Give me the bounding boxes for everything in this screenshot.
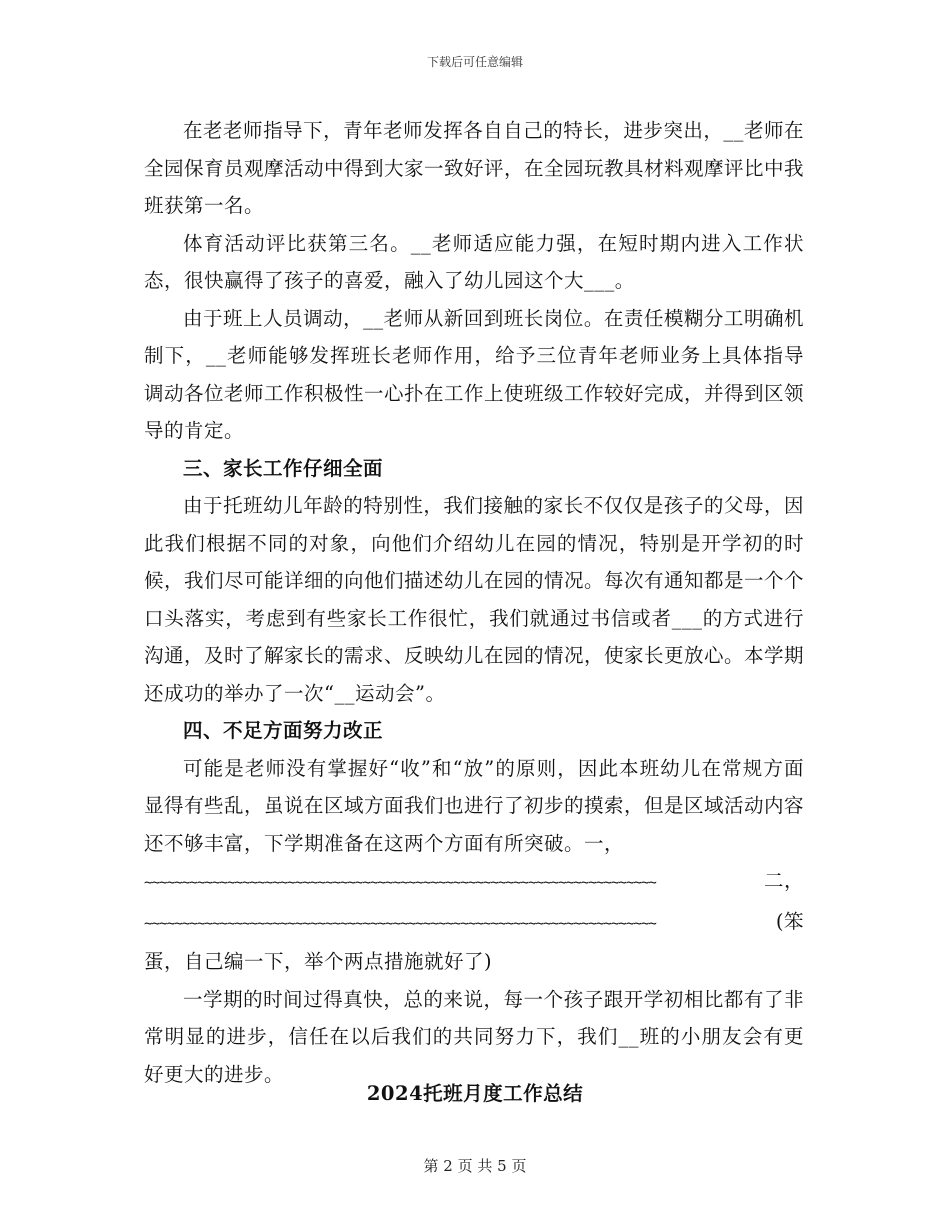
placeholder-line (144, 862, 804, 903)
section-heading: 三、家长工作仔细全面 (183, 456, 384, 480)
next-document-title: 2024托班月度工作总结 (366, 1082, 584, 1105)
placeholder-line (144, 903, 804, 944)
paragraph: 由于班上人员调动，__老师从新回到班长岗位。在责任模糊分工明确机制下，__老师能够发挥班长老师作用，给予三位青年老师业务上具体指导调动各位老师工作积极性一心扑在工作上使班级工作较好完成，并得到区领导的肯定。 (144, 306, 805, 442)
section-heading: 四、不足方面努力改正 (183, 719, 384, 742)
paragraph: 蛋，自己编一下，举个两点措施就好了) (144, 950, 493, 973)
page-footer: 第 2 页 共 5 页 (423, 1157, 527, 1175)
tilde-fill: ~~~~~~~~~~~~~~~~~~~~~~~~~~~~~~~~~~~~~~~~~~~~~~~~~~~~~~~~~~~~~~~~~~~~ (144, 875, 656, 891)
paragraph: 由于托班幼儿年龄的特别性，我们接触的家长不仅仅是孩子的父母，因此我们根据不同的对象，向他们介绍幼儿在园的情况，特别是开学初的时候，我们尽可能详细的向他们描述幼儿在园的情况。每次有通知都是一个个口头落实，考虑到有些家长工作很忙，我们就通过书信或者___的方式进行沟通，及时了解家长的需求、反映幼儿在园的情况，使家长更放心。本学期还成功的举办了一次“__运动会”。 (144, 494, 805, 705)
tilde-fill: ~~~~~~~~~~~~~~~~~~~~~~~~~~~~~~~~~~~~~~~~~~~~~~~~~~~~~~~~~~~~~~~~~~~~ (144, 915, 656, 932)
placeholder-line-tail: 二， (763, 869, 804, 892)
paragraph: 在老老师指导下，青年老师发挥各自自己的特长，进步突出，__老师在全园保育员观摩活动中得到大家一致好评，在全园玩教具材料观摩评比中我班获第一名。 (144, 119, 805, 217)
paragraph: 可能是老师没有掌握好“收”和“放”的原则，因此本班幼儿在常规方面显得有些乱，虽说在区域方面我们也进行了初步的摸索，但是区域活动内容还不够丰富，下学期准备在这两个方面有所突破。一， (144, 756, 805, 855)
paragraph: 一学期的时间过得真快，总的来说，每一个孩子跟开学初相比都有了非常明显的进步，信任在以后我们的共同努力下，我们__班的小朋友会有更好更大的进步。 (144, 987, 804, 1086)
page-header: 下载后可任意编辑 (426, 55, 523, 69)
document-body (144, 112, 804, 1093)
placeholder-line-tail: (笨 (775, 909, 804, 933)
paragraph: 体育活动评比获第三名。__老师适应能力强，在短时期内进入工作状态，很快赢得了孩子的喜爱，融入了幼儿园这个大___。 (144, 231, 804, 292)
